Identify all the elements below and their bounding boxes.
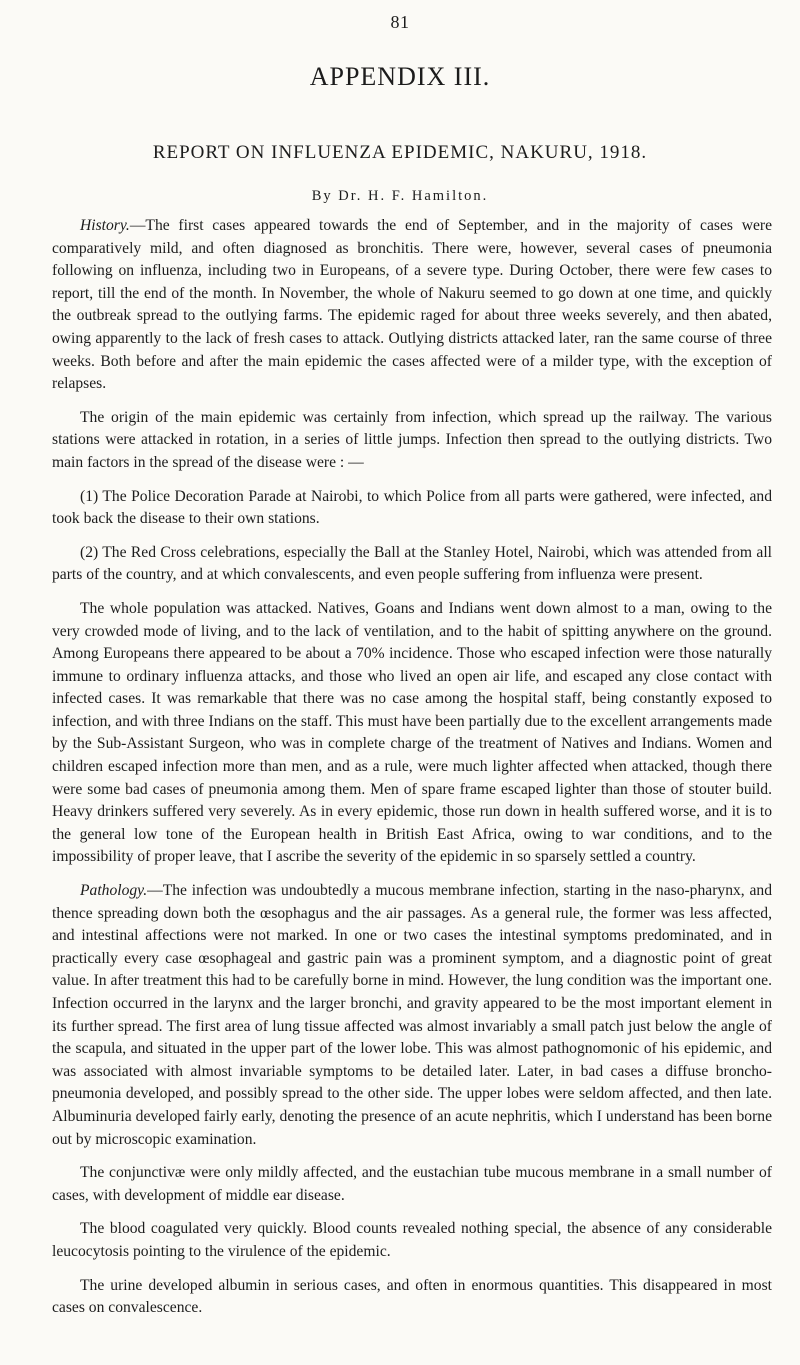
paragraph-history bbox=[52, 215, 772, 396]
paragraph-conjunctivae bbox=[52, 1162, 772, 1207]
appendix-heading: APPENDIX III. bbox=[309, 62, 491, 91]
paragraph-text: The urine developed albumin in serious cases, and often in enormous quantities. This disappeared in most cases on convalescence. bbox=[52, 1276, 772, 1317]
list-item-red-cross bbox=[52, 542, 772, 587]
paragraph-text: (1) The Police Decoration Parade at Nairobi, to which Police from all parts were gathered, were infected, and took back the disease to their own stations. bbox=[52, 487, 772, 528]
paragraph-text: (2) The Red Cross celebrations, especially the Ball at the Stanley Hotel, Nairobi, which was attended from all parts of the country, and at which convalescents, and even people suffering from influenza were present. bbox=[52, 543, 772, 584]
paragraph-blood bbox=[52, 1218, 772, 1263]
paragraph-text: —The first cases appeared towards the end of September, and in the majority of cases were comparatively mild, and often diagnosed as bronchitis. There were, however, several cases of pneumonia following on influenza, including two in Europeans, of a severe type. During October, there were few cases to report, till the end of the month. In November, the whole of Nakuru seemed to go down at one time, and quickly the outbreak spread to the outlying farms. The epidemic raged for about three weeks severely, and then abated, owing apparently to the lack of fresh cases to attack. Outlying districts attacked later, ran the same course of three weeks. Both before and after the main epidemic the cases affected were of a milder type, with the exception of relapses. bbox=[52, 217, 772, 393]
paragraph-text: The origin of the main epidemic was certainly from infection, which spread up the railway. The various stations were attacked in rotation, in a series of little jumps. Infection then spread to the outlying districts. Two main factors in the spread of the disease were : — bbox=[52, 408, 772, 471]
report-body bbox=[52, 215, 772, 1331]
paragraph-population bbox=[52, 598, 772, 869]
page-number: 81 bbox=[390, 12, 410, 32]
list-item-police-parade bbox=[52, 486, 772, 531]
section-lead-pathology: Pathology. bbox=[80, 882, 148, 900]
paragraph-text: The whole population was attacked. Natives, Goans and Indians went down almost to a man, owing to the very crowded mode of living, and to the lack of ventilation, and to the habit of spitting anywhere on the ground. Among Europeans there appeared to be about a 70% incidence. Those who escaped infection were those naturally immune to ordinary influenza attacks, and those who lived an open air life, and escaped any close contact with infected cases. It was remarkable that there was no case among the hospital staff, being constantly exposed to infection, and with three Indians on the staff. This must have been partially due to the excellent arrangements made by the Sub-Assistant Surgeon, who was in complete charge of the treatment of Natives and Indians. Women and children escaped infection more than men, and as a rule, were much lighter affected when attacked, though there were some bad cases of pneumonia among them. Men of spare frame escaped lighter than those of stouter build. Heavy drinkers suffered very severely. As in every epidemic, those run down in health suffered worse, and it is to the general low tone of the European health in British East Africa, owing to war conditions, and to the impossibility of proper leave, that I ascribe the severity of the epidemic in so sparsely settled a country. bbox=[52, 599, 772, 866]
paragraph-origin bbox=[52, 407, 772, 475]
paragraph-text: The conjunctivæ were only mildly affected, and the eustachian tube mucous membrane in a small number of cases, with development of middle ear disease. bbox=[52, 1164, 772, 1204]
section-lead-history: History. bbox=[80, 217, 130, 234]
author-byline: By Dr. H. F. Hamilton. bbox=[311, 188, 489, 204]
paragraph-text: The blood coagulated very quickly. Blood counts revealed nothing special, the absence of any considerable leucocytosis pointing to the virulence of the epidemic. bbox=[52, 1220, 772, 1260]
paragraph-pathology bbox=[52, 880, 772, 1151]
report-title: REPORT ON INFLUENZA EPIDEMIC, NAKURU, 1918. bbox=[152, 142, 648, 163]
paragraph-text: —The infection was undoubtedly a mucous membrane infection, starting in the naso-pharynx, and thence spreading down both the œsophagus and the air passages. As a general rule, the former was less affected, and intestinal affections were not marked. In one or two cases the intestinal symptoms predominated, and in practically every case œsophageal and gastric pain was a prominent symptom, and a diagnostic point of great value. In after treatment this had to be carefully borne in mind. However, the lung condition was the important one. Infection occurred in the larynx and the larger bronchi, and gravity appeared to be the most important element in its further spread. The first area of lung tissue affected was almost invariably a small patch just below the angle of the scapula, and situated in the upper part of the lower lobe. This was almost pathognomonic of his epidemic, and was associated with almost invariable symptoms to be detailed later. Later, in bad cases a diffuse broncho-pneumonia developed, and possibly spread to the other side. The upper lobes were seldom affected, and then late. Albuminuria developed fairly early, denoting the presence of an acute nephritis, which I understand has been borne out by microscopic examination. bbox=[52, 882, 772, 1148]
paragraph-urine bbox=[52, 1275, 772, 1320]
